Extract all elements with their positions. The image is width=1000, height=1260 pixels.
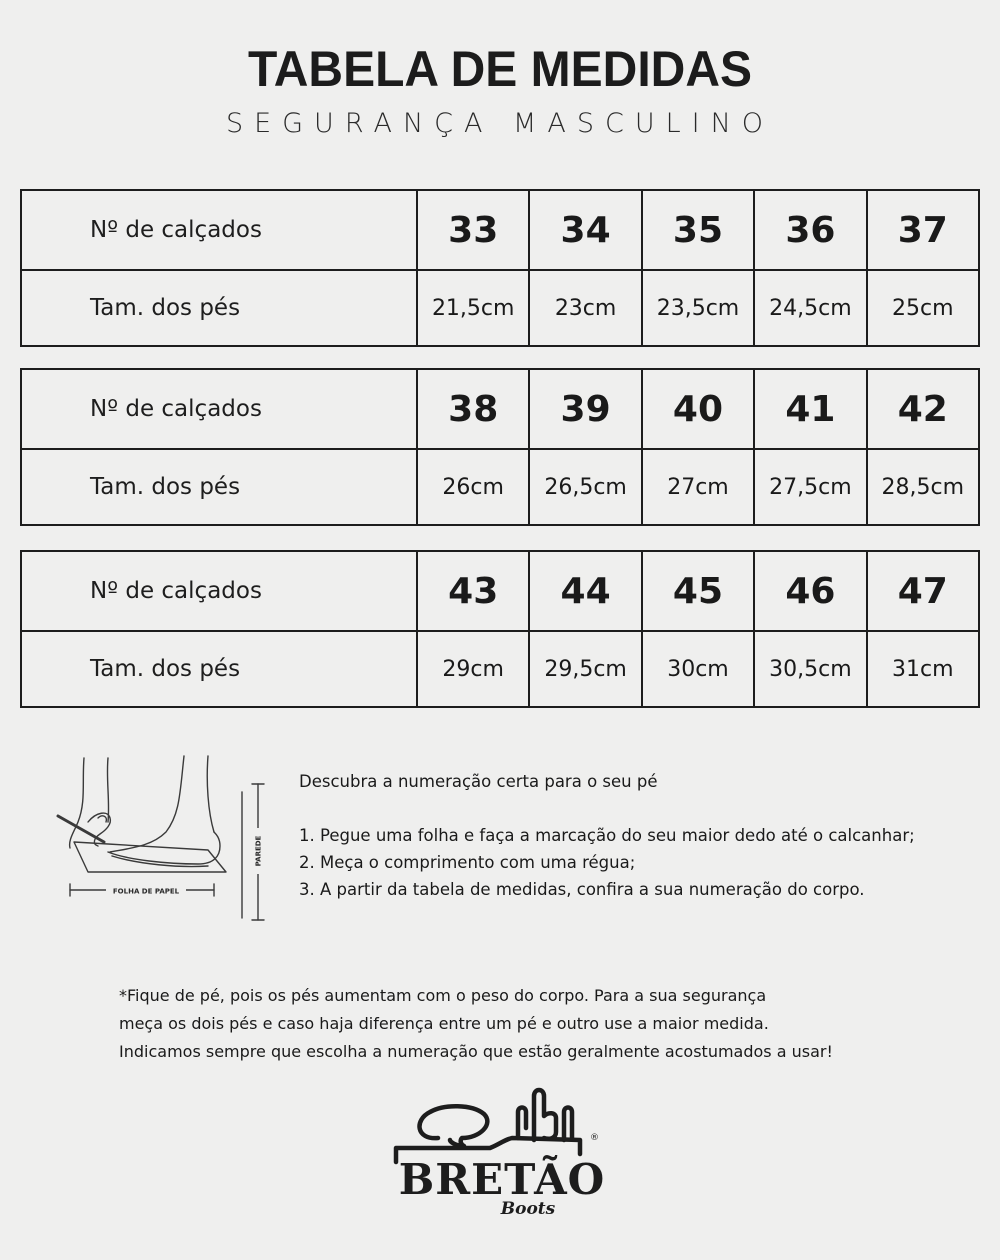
size-cell: 37	[867, 190, 979, 270]
size-cell: 33	[417, 190, 529, 270]
foot-length-cell: 30cm	[642, 631, 754, 707]
foot-length-cell: 26cm	[417, 449, 529, 525]
sizing-note	[119, 982, 939, 1066]
instructions-lead: Descubra a numeração certa para o seu pé	[299, 772, 658, 791]
foot-length-cell: 31cm	[867, 631, 979, 707]
hand-outline	[98, 816, 106, 822]
paper-label: FOLHA DE PAPEL	[112, 887, 180, 896]
foot-length-cell: 21,5cm	[417, 270, 529, 346]
foot-length-cell: 28,5cm	[867, 449, 979, 525]
row-label-sizes: Nº de calçados	[21, 369, 417, 449]
instruction-step: 2. Meça o comprimento com uma régua;	[299, 853, 636, 872]
page-title: TABELA DE MEDIDAS	[248, 41, 752, 98]
size-cell: 40	[642, 369, 754, 449]
leg-outline	[207, 756, 214, 832]
table-row	[21, 369, 979, 449]
note-line: meça os dois pés e caso haja diferença entre um pé e outro use a maior medida.	[119, 1014, 769, 1033]
note-line: Indicamos sempre que escolha a numeração que estão geralmente acostumados a usar!	[119, 1042, 833, 1061]
instruction-step: 1. Pegue uma folha e faça a marcação do seu maior dedo até o calcanhar;	[299, 826, 915, 845]
table-row	[21, 270, 979, 346]
size-cell: 43	[417, 551, 529, 631]
size-cell: 45	[642, 551, 754, 631]
foot-length-cell: 27cm	[642, 449, 754, 525]
note-line: *Fique de pé, pois os pés aumentam com o peso do corpo. Para a sua segurança	[119, 986, 767, 1005]
foot-measure-diagram	[48, 752, 278, 932]
logo-registered: ®	[590, 1133, 599, 1143]
table-row	[21, 449, 979, 525]
foot-length-cell: 23,5cm	[642, 270, 754, 346]
size-cell: 42	[867, 369, 979, 449]
foot-length-cell: 27,5cm	[754, 449, 866, 525]
row-label-sizes: Nº de calçados	[21, 190, 417, 270]
size-cell: 46	[754, 551, 866, 631]
logo-bubble-icon	[420, 1106, 488, 1146]
paper-outline	[74, 842, 226, 872]
instructions-block	[299, 768, 979, 903]
size-cell: 44	[529, 551, 641, 631]
table-row	[21, 631, 979, 707]
size-cell: 36	[754, 190, 866, 270]
foot-length-cell: 26,5cm	[529, 449, 641, 525]
leg-outline	[110, 756, 184, 852]
foot-length-cell: 30,5cm	[754, 631, 866, 707]
logo-brand: BRETÃO	[398, 1155, 606, 1204]
size-cell: 39	[529, 369, 641, 449]
foot-length-cell: 25cm	[867, 270, 979, 346]
size-table-2	[20, 368, 980, 526]
size-cell: 41	[754, 369, 866, 449]
size-cell: 47	[867, 551, 979, 631]
leg-outline	[70, 758, 84, 848]
row-label-feet: Tam. dos pés	[21, 631, 417, 707]
pencil-icon	[58, 816, 104, 842]
instruction-step: 3. A partir da tabela de medidas, confira a sua numeração do corpo.	[299, 880, 865, 899]
row-label-feet: Tam. dos pés	[21, 270, 417, 346]
size-table-3	[20, 550, 980, 708]
size-cell: 38	[417, 369, 529, 449]
size-cell: 35	[642, 190, 754, 270]
logo-sub: Boots	[500, 1199, 556, 1219]
hand-outline	[88, 813, 110, 846]
row-label-sizes: Nº de calçados	[21, 551, 417, 631]
foot-length-cell: 29cm	[417, 631, 529, 707]
table-row	[21, 551, 979, 631]
logo-cactus-icon	[534, 1090, 556, 1140]
foot-length-cell: 24,5cm	[754, 270, 866, 346]
size-cell: 34	[529, 190, 641, 270]
logo-cactus-icon	[564, 1108, 572, 1141]
foot-length-cell: 23cm	[529, 270, 641, 346]
foot-length-cell: 29,5cm	[529, 631, 641, 707]
leg-outline	[107, 758, 108, 822]
row-label-feet: Tam. dos pés	[21, 449, 417, 525]
bretao-logo	[380, 1082, 625, 1222]
size-table-1	[20, 189, 980, 347]
page-subtitle: SEGURANÇA MASCULINO	[225, 108, 775, 139]
table-row	[21, 190, 979, 270]
logo-cactus-icon	[518, 1108, 526, 1139]
wall-label: PAREDE	[254, 835, 263, 867]
